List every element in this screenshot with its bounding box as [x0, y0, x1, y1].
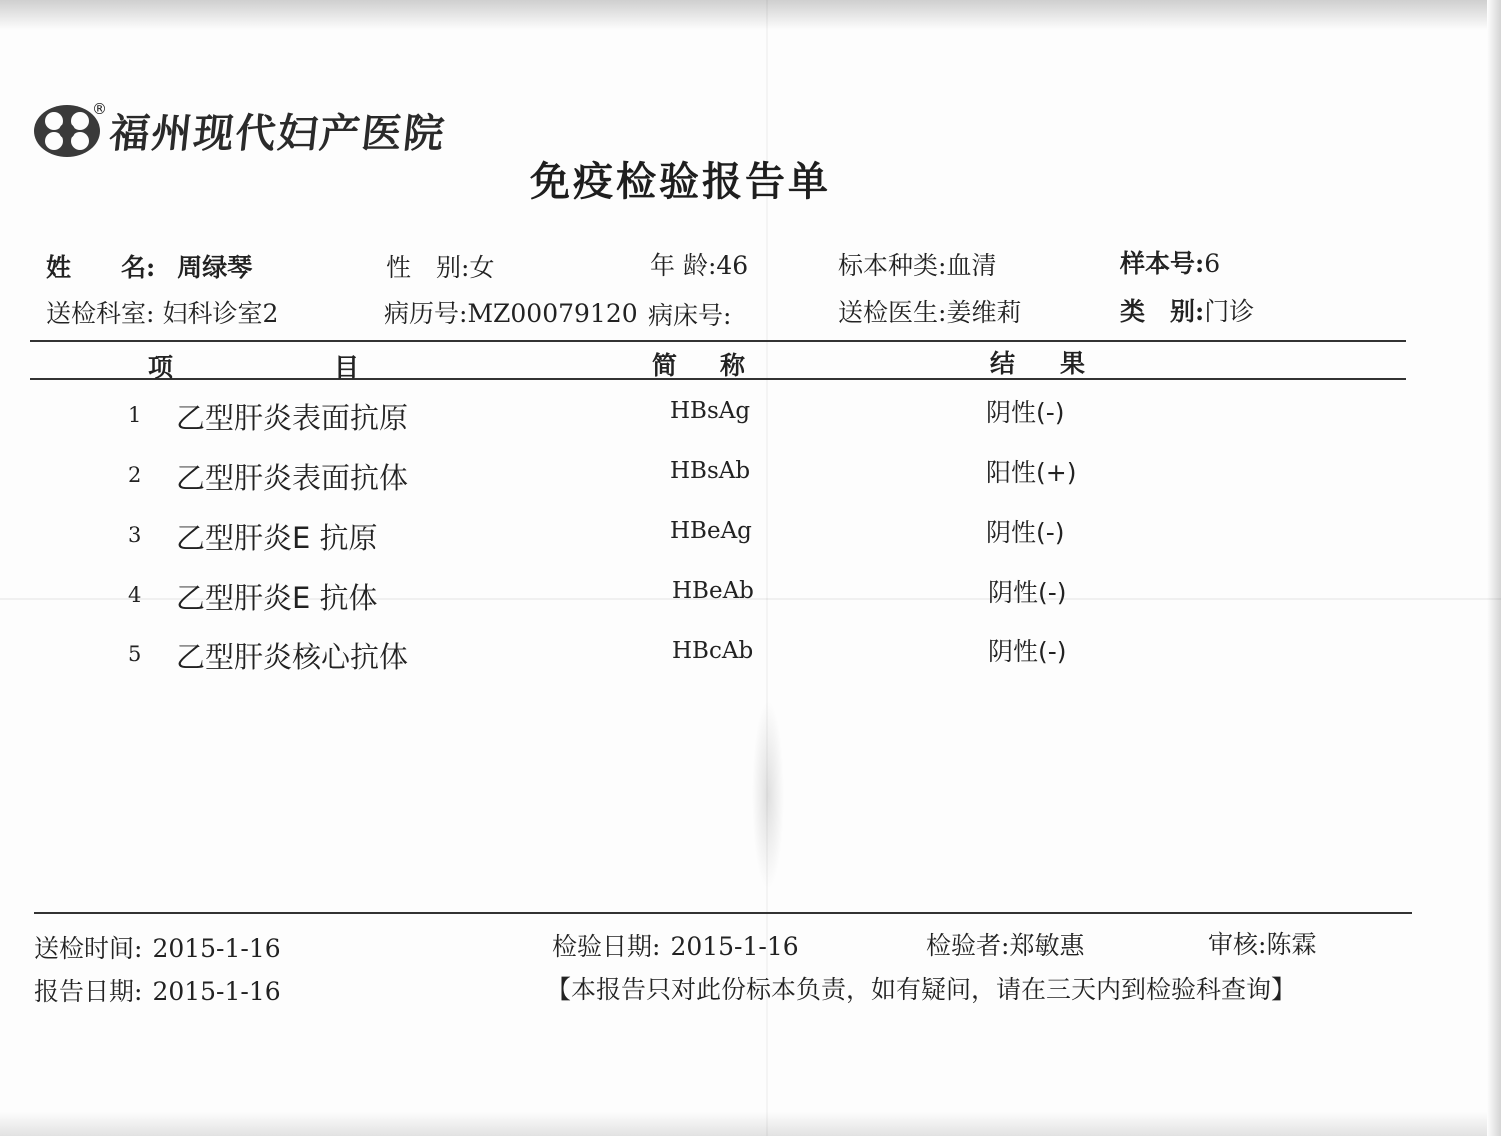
department-field	[46, 294, 278, 330]
row-item-name: 乙型肝炎表面抗体	[176, 461, 409, 495]
record-no-value: MZ00079120	[467, 299, 638, 328]
test-date-label: 检验日期:	[552, 932, 661, 961]
record-no-label: 病历号:	[384, 299, 468, 328]
hospital-name: 福州现代妇产医院	[107, 111, 449, 157]
category-field	[1120, 292, 1254, 328]
test-date-field	[552, 927, 799, 963]
sample-no-label: 样本号:	[1120, 249, 1205, 278]
submit-time-field	[34, 929, 281, 965]
reviewer-value: 陈霖	[1266, 930, 1317, 959]
report-date-field	[34, 972, 281, 1008]
report-title: 免疫检验报告单	[530, 159, 831, 205]
doctor-label: 送检医生:	[838, 298, 947, 327]
footer-rule	[34, 912, 1412, 914]
patient-age-label: 年 龄:	[650, 251, 717, 280]
row-result: 阴性(-)	[988, 637, 1067, 666]
report-date-label: 报告日期:	[34, 977, 143, 1006]
specimen-type-label: 标本种类:	[838, 251, 947, 280]
header-result-a: 结	[990, 349, 1016, 378]
bed-no-label: 病床号:	[648, 301, 732, 330]
patient-gender-field	[386, 248, 494, 284]
report-date-value: 2015-1-16	[152, 977, 281, 1006]
submit-time-value: 2015-1-16	[152, 934, 281, 963]
row-number: 2	[128, 463, 142, 487]
reviewer-label: 审核:	[1208, 930, 1267, 959]
doctor-value: 姜维莉	[946, 298, 1022, 327]
department-value: 妇科诊室2	[162, 299, 279, 328]
paper-smudge	[752, 700, 784, 890]
patient-name-field	[46, 248, 252, 284]
row-number: 4	[128, 583, 142, 607]
tester-field	[926, 926, 1084, 962]
submit-time-label: 送检时间:	[34, 934, 143, 963]
row-item-name: 乙型肝炎表面抗原	[176, 401, 409, 435]
category-value: 门诊	[1204, 297, 1255, 326]
row-result: 阴性(-)	[986, 518, 1065, 547]
table-top-rule	[30, 340, 1406, 342]
row-abbreviation: HBeAg	[670, 518, 752, 544]
header-item-b: 目	[334, 353, 360, 382]
patient-name-value: 周绿琴	[177, 253, 253, 282]
row-abbreviation: HBeAb	[672, 578, 754, 604]
row-abbreviation: HBsAg	[670, 398, 751, 424]
row-abbreviation: HBcAb	[672, 638, 754, 664]
report-notice: 【本报告只对此份标本负责，如有疑问，请在三天内到检验科查询】	[546, 975, 1297, 1004]
scan-edge-right	[1487, 0, 1501, 1136]
tester-label: 检验者:	[926, 931, 1010, 960]
header-abbr-b: 称	[720, 351, 746, 380]
row-number: 5	[128, 642, 142, 666]
patient-gender-value: 女	[469, 253, 495, 282]
row-item-name: 乙型肝炎E 抗原	[176, 521, 378, 555]
specimen-type-field	[838, 246, 996, 282]
tester-value: 郑敏惠	[1009, 931, 1085, 960]
scan-edge-top	[0, 0, 1501, 30]
sample-no-field	[1120, 244, 1220, 280]
row-number: 3	[128, 523, 142, 547]
test-date-value: 2015-1-16	[670, 932, 799, 961]
specimen-type-value: 血清	[946, 251, 997, 280]
record-no-field	[384, 294, 638, 330]
row-result: 阴性(-)	[986, 398, 1065, 427]
patient-name-label: 姓 名:	[46, 253, 156, 282]
header-item-a: 项	[148, 353, 174, 382]
row-number: 1	[128, 403, 142, 427]
row-result: 阳性(+)	[986, 458, 1077, 487]
doctor-field	[838, 293, 1021, 329]
table-header-rule	[30, 378, 1406, 380]
header-result-b: 果	[1060, 349, 1086, 378]
sample-no-value: 6	[1204, 249, 1221, 278]
bed-no-field	[648, 296, 731, 332]
registered-mark: ®	[92, 100, 107, 118]
department-label: 送检科室:	[46, 299, 155, 328]
row-item-name: 乙型肝炎核心抗体	[176, 640, 409, 674]
patient-gender-label: 性 别:	[386, 253, 470, 282]
header-abbr-a: 简	[652, 351, 678, 380]
patient-age-value: 46	[716, 251, 749, 280]
row-item-name: 乙型肝炎E 抗体	[176, 581, 378, 615]
row-abbreviation: HBsAb	[670, 458, 751, 484]
scan-edge-bottom	[0, 1112, 1501, 1136]
category-label: 类 别:	[1120, 297, 1205, 326]
reviewer-field	[1208, 925, 1316, 961]
row-result: 阴性(-)	[988, 578, 1067, 607]
patient-age-field	[650, 246, 748, 282]
